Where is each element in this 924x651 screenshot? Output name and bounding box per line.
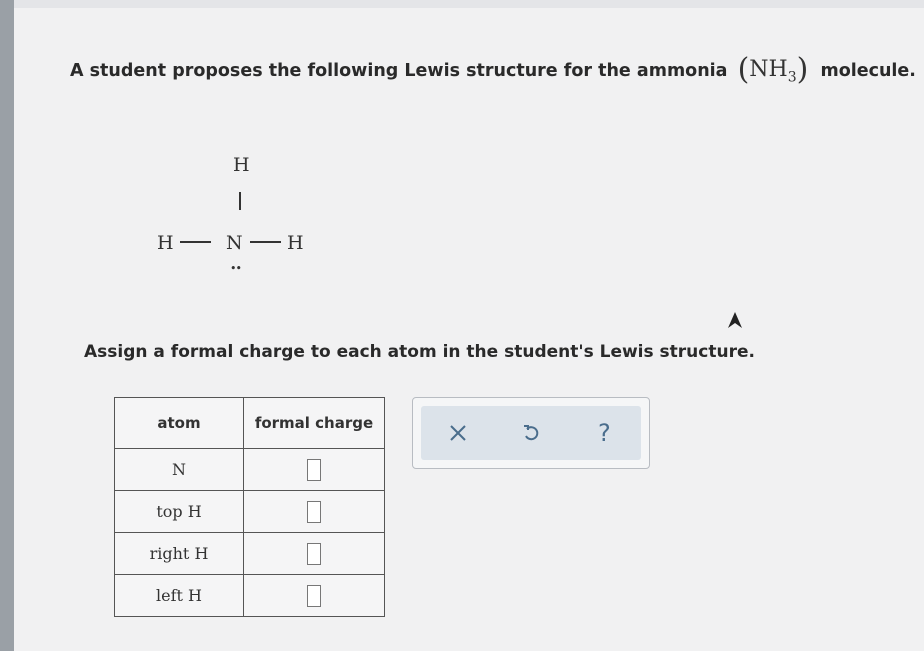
- table-row: [115, 575, 385, 617]
- table-header-row: [115, 398, 385, 449]
- charge-input-left-h[interactable]: [307, 585, 321, 607]
- table-row: [115, 449, 385, 491]
- atom-cell: right H: [115, 533, 244, 575]
- question-page: [14, 0, 924, 651]
- table-row: [115, 491, 385, 533]
- header-atom: atom: [115, 398, 244, 449]
- ammonia-formula: $(NH_3)$: [737, 52, 809, 87]
- instruction-text: Assign a formal charge to each atom in the student's Lewis structure.: [84, 342, 755, 362]
- formal-charge-table: [114, 397, 385, 617]
- help-button[interactable]: [589, 418, 619, 448]
- atom-cell: top H: [115, 491, 244, 533]
- formula-subscript: 3: [787, 69, 797, 86]
- charge-cell: [244, 491, 385, 533]
- atom-top-h: H: [233, 154, 250, 176]
- undo-icon: [521, 423, 541, 443]
- question-after: molecule.: [820, 61, 916, 81]
- lewis-structure: [154, 150, 324, 280]
- charge-input-right-h[interactable]: [307, 543, 321, 565]
- undo-button[interactable]: [516, 418, 546, 448]
- mouse-cursor-icon: [726, 310, 744, 330]
- question-text: [70, 52, 916, 87]
- header-formal-charge: formal charge: [244, 398, 385, 449]
- question-before: A student proposes the following Lewis structure for the ammonia: [70, 61, 728, 81]
- top-strip: [14, 0, 924, 8]
- charge-cell: [244, 533, 385, 575]
- atom-left-h: H: [157, 232, 174, 254]
- atom-cell: left H: [115, 575, 244, 617]
- atom-n: N: [226, 232, 243, 254]
- charge-cell: [244, 575, 385, 617]
- tools-toolbar: [421, 406, 641, 460]
- close-icon: [449, 424, 467, 442]
- atom-right-h: H: [287, 232, 304, 254]
- formula-base: NH: [749, 57, 788, 82]
- clear-button[interactable]: [443, 418, 473, 448]
- help-icon: ?: [597, 419, 611, 447]
- charge-cell: [244, 449, 385, 491]
- table-row: [115, 533, 385, 575]
- atom-cell: N: [115, 449, 244, 491]
- charge-input-top-h[interactable]: [307, 501, 321, 523]
- answer-tools-panel: [412, 397, 650, 469]
- lone-pair: ••: [230, 262, 241, 275]
- charge-input-n[interactable]: [307, 459, 321, 481]
